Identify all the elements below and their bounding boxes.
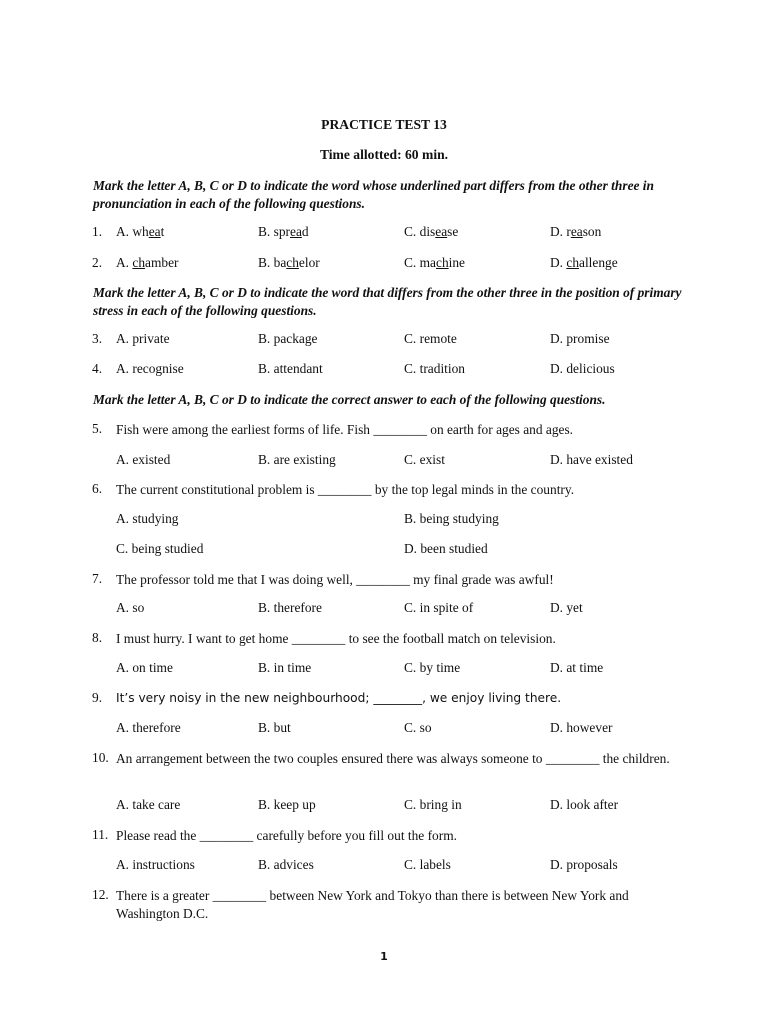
section-instruction-correct-answer: Mark the letter A, B, C or D to indicate the correct answer to each of the following questions. — [93, 392, 606, 407]
option-d: D. delicious — [550, 361, 615, 376]
option-a: A. take care — [116, 797, 181, 812]
question-number: 11. — [92, 827, 109, 842]
option-c: C. disease — [404, 224, 459, 239]
option-b: B. advices — [258, 857, 314, 872]
option-b: B. therefore — [258, 600, 322, 615]
option-d: D. proposals — [550, 857, 618, 872]
option-d: D. yet — [550, 600, 583, 615]
option-c: C. in spite of — [404, 600, 474, 615]
question-text: It’s very noisy in the new neighbourhood; ________, we enjoy living there. — [116, 691, 562, 705]
question-text: The professor told me that I was doing well, ________ my final grade was awful! — [116, 572, 554, 587]
option-c: C. being studied — [116, 541, 204, 556]
page-title: PRACTICE TEST 13 — [321, 117, 447, 132]
question-number: 12. — [92, 887, 109, 902]
option-c: C. machine — [404, 255, 465, 270]
option-b: B. are existing — [258, 452, 336, 467]
question-number: 10. — [92, 750, 109, 765]
option-c: C. remote — [404, 331, 457, 346]
option-a: A. therefore — [116, 720, 181, 735]
option-d: D. been studied — [404, 541, 488, 556]
question-number: 5. — [92, 421, 103, 436]
option-a: A. studying — [116, 511, 179, 526]
question-text: I must hurry. I want to get home ________ to see the football match on television. — [116, 631, 556, 646]
option-a: A. recognise — [116, 361, 184, 376]
option-c: C. tradition — [404, 361, 465, 376]
option-a: A. existed — [116, 452, 171, 467]
question-number: 1. — [92, 224, 103, 239]
option-b: B. keep up — [258, 797, 316, 812]
option-a: A. instructions — [116, 857, 195, 872]
question-number: 6. — [92, 481, 103, 496]
question-number: 2. — [92, 255, 103, 270]
option-b: B. spread — [258, 224, 309, 239]
option-c: C. exist — [404, 452, 445, 467]
option-d: D. however — [550, 720, 613, 735]
option-a: A. on time — [116, 660, 173, 675]
question-number: 7. — [92, 571, 103, 586]
question-text: An arrangement between the two couples ensured there was always someone to ________ the children. — [116, 751, 670, 766]
option-d: D. challenge — [550, 255, 618, 270]
option-b: B. package — [258, 331, 318, 346]
option-d: D. look after — [550, 797, 619, 812]
option-d: D. at time — [550, 660, 604, 675]
option-b: B. in time — [258, 660, 312, 675]
option-c: C. by time — [404, 660, 461, 675]
page-number: 1 — [380, 950, 388, 963]
option-a: A. chamber — [116, 255, 179, 270]
option-a: A. private — [116, 331, 170, 346]
option-b: B. being studying — [404, 511, 499, 526]
question-number: 3. — [92, 331, 103, 346]
option-c: C. bring in — [404, 797, 462, 812]
option-d: D. reason — [550, 224, 602, 239]
option-d: D. promise — [550, 331, 610, 346]
section-instruction-pronunciation: Mark the letter A, B, C or D to indicate the word whose underlined part differs from the other three in pronunciation in each of the following questions. — [93, 178, 654, 211]
option-c: C. labels — [404, 857, 451, 872]
question-text: The current constitutional problem is ________ by the top legal minds in the country. — [116, 482, 575, 497]
option-c: C. so — [404, 720, 432, 735]
option-b: B. bachelor — [258, 255, 320, 270]
option-a: A. wheat — [116, 224, 165, 239]
option-b: B. attendant — [258, 361, 323, 376]
question-number: 4. — [92, 361, 103, 376]
question-text: Please read the ________ carefully before you fill out the form. — [116, 828, 457, 843]
section-instruction-stress: Mark the letter A, B, C or D to indicate the word that differs from the other three in the position of primary stress in each of the following questions. — [93, 285, 682, 318]
option-b: B. but — [258, 720, 291, 735]
question-number: 9. — [92, 690, 103, 705]
option-d: D. have existed — [550, 452, 633, 467]
question-text: Fish were among the earliest forms of life. Fish ________ on earth for ages and ages. — [116, 422, 574, 437]
question-text: There is a greater ________ between New York and Tokyo than there is between New York and Washington D.C. — [116, 888, 629, 921]
question-number: 8. — [92, 630, 103, 645]
option-a: A. so — [116, 600, 145, 615]
time-allotted: Time allotted: 60 min. — [319, 147, 449, 162]
